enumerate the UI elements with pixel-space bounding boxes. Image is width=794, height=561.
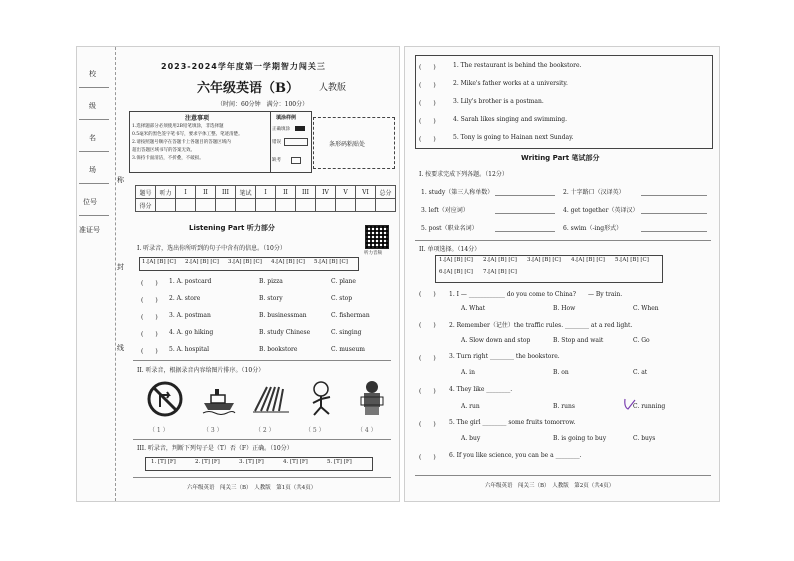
option-a: A. buy <box>461 435 481 442</box>
section-divider <box>415 240 711 241</box>
qr-label: 听力音频 <box>364 251 382 256</box>
answer-bracket[interactable]: ( ) <box>419 64 436 71</box>
option-b: B. How <box>553 305 576 312</box>
option-b: B. Stop and wait <box>553 337 604 344</box>
score-cell[interactable] <box>336 199 356 212</box>
fill-missing-box <box>291 157 301 164</box>
w1-item: 5. post（职业名词） <box>421 225 478 232</box>
w1-item: 1. study（第三人称单数） <box>421 189 494 196</box>
option-c: C. fisherman <box>331 312 370 319</box>
score-cell[interactable] <box>156 199 176 212</box>
notice-line: 3.保持卡面清洁，不折叠，不破损。 <box>132 156 204 161</box>
answer-bracket[interactable]: ( ) <box>419 355 436 362</box>
option-c: C. When <box>633 305 659 312</box>
question-text: 2. Remember（记住）the traffic rules. ________ at a red light. <box>449 322 633 329</box>
answer-bracket[interactable]: ( ) <box>141 280 158 287</box>
score-cell[interactable] <box>376 199 396 212</box>
writing-title: Writing Part 笔试部分 <box>521 154 600 162</box>
option-c: C. Go <box>633 337 650 344</box>
strip-line <box>79 151 109 152</box>
question-text: 3. Turn right ________ the bookstore. <box>449 353 560 360</box>
answer-bracket[interactable]: ( ) <box>419 388 436 395</box>
answer-bracket[interactable]: ( ) <box>419 136 436 143</box>
w2-answer[interactable]: 2.[A] [B] [C] <box>483 257 517 263</box>
w2-answer[interactable]: 4.[A] [B] [C] <box>571 257 605 263</box>
picture-order-bracket[interactable]: （ 4 ） <box>357 427 377 434</box>
score-cell[interactable] <box>256 199 276 212</box>
sec2-title: II. 听录音，根据录音内容给图片排序。（10分） <box>137 367 265 374</box>
option-a: 5. A. hospital <box>169 346 210 353</box>
strip-label-school: 校 <box>89 70 96 78</box>
w1-answer-line[interactable] <box>495 213 555 214</box>
score-cell[interactable] <box>316 199 336 212</box>
fill-correct-label: 正确填涂 <box>272 127 290 132</box>
no-right-turn-sign-icon <box>147 381 183 417</box>
strip-label-seat: 位号 <box>83 198 97 206</box>
strip-line <box>79 87 109 88</box>
sec1-answer[interactable]: 1.[A] [B] [C] <box>142 259 176 265</box>
answer-bracket[interactable]: ( ) <box>419 454 436 461</box>
notice-line: 0.5毫米的黑色签字笔书写，要求字体工整、笔迹清楚。 <box>132 132 243 137</box>
option-c: C. running <box>633 403 666 410</box>
sec3-title: III. 听录音，判断下列句子是（T）否（F）正确。（10分） <box>137 445 293 452</box>
strip-mark-cheng: 称 <box>117 176 124 184</box>
score-head: V <box>336 186 356 199</box>
answer-bracket[interactable]: ( ) <box>141 314 158 321</box>
score-head: 总分 <box>376 186 396 199</box>
option-a: A. in <box>461 369 475 376</box>
score-cell[interactable] <box>356 199 376 212</box>
score-row-label: 得分 <box>136 199 156 212</box>
handwritten-checkmark-icon <box>623 397 637 411</box>
fill-example-title: 填涂样例 <box>276 115 297 121</box>
time-info: （时间：60分钟 满分：100分） <box>217 101 309 108</box>
notice-title: 注意事项 <box>185 115 210 122</box>
footer-divider <box>133 477 391 478</box>
option-a: A. run <box>461 403 480 410</box>
answer-bracket[interactable]: ( ) <box>419 100 436 107</box>
score-head: VI <box>356 186 376 199</box>
strip-line <box>79 183 109 184</box>
w1-answer-line[interactable] <box>495 195 555 196</box>
option-c: C. plane <box>331 278 356 285</box>
w2-answer[interactable]: 5.[A] [B] [C] <box>615 257 649 263</box>
answer-bracket[interactable]: ( ) <box>141 331 158 338</box>
option-a: 1. A. postcard <box>169 278 212 285</box>
strip-label-class: 级 <box>89 102 96 110</box>
answer-bracket[interactable]: ( ) <box>419 322 436 329</box>
score-head: I <box>256 186 276 199</box>
option-b: B. is going to buy <box>553 435 607 442</box>
question-text: 6. If you like science, you can be a ________. <box>449 452 582 459</box>
strip-line <box>79 119 109 120</box>
notice-line: 1.选择题部分必须使用2B铅笔填涂，非选择题 <box>132 124 224 129</box>
option-a: 4. A. go hiking <box>169 329 214 336</box>
sec1-answer[interactable]: 5.[A] [B] [C] <box>314 259 348 265</box>
tf-item: 5. Tony is going to Hainan next Sunday. <box>453 134 574 141</box>
score-cell[interactable] <box>196 199 216 212</box>
answer-bracket[interactable]: ( ) <box>419 421 436 428</box>
option-a: 2. A. store <box>169 295 201 302</box>
listening-title: Listening Part 听力部分 <box>189 224 275 232</box>
exam-title: 2023-2024学年度第一学期智力闯关三 <box>161 62 326 71</box>
strip-line <box>79 215 109 216</box>
strip-label-name: 名 <box>89 134 96 142</box>
fill-missing-label: 缺考 <box>272 158 281 163</box>
option-b: B. story <box>259 295 283 302</box>
w1-item: 4. get together（英译汉） <box>563 207 639 214</box>
fill-wrong-label: 错误 <box>272 140 281 145</box>
notice-line: 超出答题区域书写的答案无效。 <box>132 148 195 153</box>
ship-icon <box>201 383 237 415</box>
page-footer: 六年级英语 闯关三（B） 人教版 第2页（共4页） <box>485 483 615 489</box>
option-c: C. buys <box>633 435 656 442</box>
sec3-answer[interactable]: 4. [T] [F] <box>283 459 308 465</box>
option-b: B. on <box>553 369 569 376</box>
w2-title: II. 单项选择。（14分） <box>419 246 481 253</box>
option-b: B. pizza <box>259 278 283 285</box>
section-divider <box>133 439 391 440</box>
w1-answer-line[interactable] <box>641 231 707 232</box>
man-reading-icon <box>355 379 389 417</box>
sec3-answer[interactable]: 1. [T] [F] <box>151 459 176 465</box>
score-head: III <box>296 186 316 199</box>
option-b: B. study Chinese <box>259 329 311 336</box>
answer-bracket[interactable]: ( ) <box>419 291 436 298</box>
binding-strip <box>77 47 124 501</box>
answer-bracket[interactable]: ( ) <box>141 348 158 355</box>
w1-title: I. 按要求完成下列各题。（12分） <box>419 171 508 178</box>
strip-label-room: 场 <box>89 166 96 174</box>
score-head: IV <box>316 186 336 199</box>
answer-bracket[interactable]: ( ) <box>419 118 436 125</box>
fill-wrong-marks <box>284 138 308 146</box>
w2-answer[interactable]: 7.[A] [B] [C] <box>483 269 517 275</box>
option-c: C. at <box>633 369 648 376</box>
w1-item: 3. left（对应词） <box>421 207 469 214</box>
w2-answer[interactable]: 3.[A] [B] [C] <box>527 257 561 263</box>
tf-item: 2. Mike's father works at a university. <box>453 80 568 87</box>
score-cell[interactable] <box>276 199 296 212</box>
option-a: 3. A. postman <box>169 312 211 319</box>
w1-answer-line[interactable] <box>495 231 555 232</box>
picture-order-bracket[interactable]: （ 3 ） <box>203 427 223 434</box>
w1-answer-line[interactable] <box>641 213 707 214</box>
exam-page-2 <box>404 46 720 502</box>
w2-answer[interactable]: 6.[A] [B] [C] <box>439 269 473 275</box>
tf-item: 4. Sarah likes singing and swimming. <box>453 116 568 123</box>
option-b: B. businessman <box>259 312 307 319</box>
sec1-answer[interactable]: 2.[A] [B] [C] <box>185 259 219 265</box>
w2-answer[interactable]: 1.[A] [B] [C] <box>439 257 473 263</box>
option-c: C. museum <box>331 346 365 353</box>
sec3-answer[interactable]: 3. [T] [F] <box>239 459 264 465</box>
score-cell[interactable] <box>296 199 316 212</box>
score-head: II <box>196 186 216 199</box>
score-head: 笔试 <box>236 186 256 199</box>
option-b: B. bookstore <box>259 346 298 353</box>
score-head: 题号 <box>136 186 156 199</box>
score-head: 听力 <box>156 186 176 199</box>
w1-item: 6. swim（-ing形式） <box>563 225 623 232</box>
score-table <box>135 185 396 212</box>
w1-item: 2. 十字路口（汉译英） <box>563 189 625 196</box>
strip-mark-xian: 线 <box>117 344 124 352</box>
notice-line: 2.请按照题号顺序在答题卡上各题目的答题区域内 <box>132 140 231 145</box>
question-text: 4. They like ________. <box>449 386 513 393</box>
option-a: A. Slow down and stop <box>461 337 531 344</box>
question-text: 1. I — ____________ do you come to China? — By train. <box>449 291 623 298</box>
section-divider <box>133 360 391 361</box>
sec1-answer[interactable]: 4.[A] [B] [C] <box>271 259 305 265</box>
question-text: 5. The girl ________ some fruits tomorrow. <box>449 419 576 426</box>
picture-order-bracket[interactable]: （ 5 ） <box>305 427 325 434</box>
sec1-title: I. 听录音，选出你所听到的句子中含有的信息。（10分） <box>137 245 286 252</box>
qr-code-icon <box>365 225 389 249</box>
sec3-answer[interactable]: 5. [T] [F] <box>327 459 352 465</box>
score-head: I <box>176 186 196 199</box>
tf-item: 1. The restaurant is behind the bookstore. <box>453 62 582 69</box>
answer-bracket[interactable]: ( ) <box>419 82 436 89</box>
w1-answer-line[interactable] <box>641 195 707 196</box>
score-cell[interactable] <box>176 199 196 212</box>
score-cell[interactable] <box>236 199 256 212</box>
option-a: A. What <box>461 305 486 312</box>
score-cell[interactable] <box>216 199 236 212</box>
sec3-answer[interactable]: 2. [T] [F] <box>195 459 220 465</box>
fill-correct-mark <box>295 126 305 131</box>
picture-order-bracket[interactable]: （ 2 ） <box>255 427 275 434</box>
strip-label-ticket: 准证号 <box>79 226 100 234</box>
barcode-label: 条形码粘贴处 <box>329 141 366 148</box>
score-head: III <box>216 186 236 199</box>
boy-running-icon <box>303 379 339 417</box>
field-icon <box>253 383 289 415</box>
picture-order-bracket[interactable]: （ 1 ） <box>149 427 169 434</box>
strip-mark-feng: 封 <box>117 263 124 271</box>
option-c: C. stop <box>331 295 353 302</box>
exam-subtitle: 六年级英语（B） <box>197 81 299 96</box>
footer-divider <box>415 475 711 476</box>
exam-edition: 人教版 <box>319 83 347 93</box>
answer-bracket[interactable]: ( ) <box>141 297 158 304</box>
option-b: B. runs <box>553 403 575 410</box>
option-c: C. singing <box>331 329 362 336</box>
sec1-answer[interactable]: 3.[A] [B] [C] <box>228 259 262 265</box>
tf-item: 3. Lily's brother is a postman. <box>453 98 544 105</box>
score-head: II <box>276 186 296 199</box>
exam-page-1 <box>76 46 400 502</box>
page-footer: 六年级英语 闯关三（B） 人教版 第1页（共4页） <box>187 485 317 491</box>
